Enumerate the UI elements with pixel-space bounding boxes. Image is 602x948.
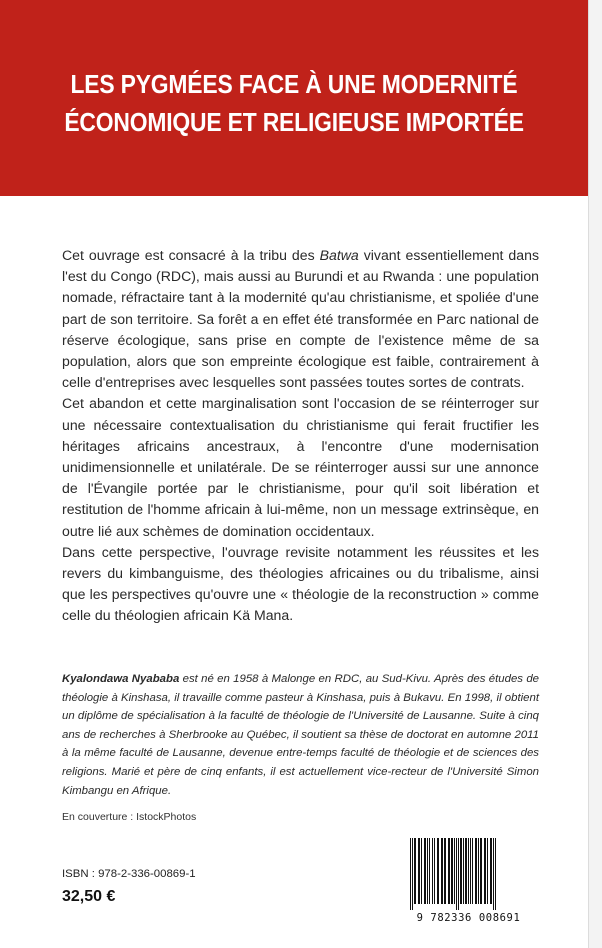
barcode-digits: 9 782336 008691 bbox=[416, 912, 521, 924]
barcode-bar bbox=[418, 838, 420, 904]
barcode-bar bbox=[495, 838, 496, 910]
barcode-bar bbox=[441, 838, 443, 904]
title-band bbox=[0, 0, 588, 196]
barcode-bar bbox=[437, 838, 439, 904]
barcode-bars bbox=[400, 838, 537, 910]
cover-title-line-2: ÉCONOMIQUE ET RELIGIEUSE IMPORTÉE bbox=[64, 107, 524, 137]
cover-title-line-1: LES PYGMÉES FACE À UNE MODERNITÉ bbox=[70, 69, 518, 99]
barcode-bar bbox=[458, 838, 459, 910]
barcode-bar bbox=[424, 838, 426, 904]
price: 32,50 € bbox=[62, 888, 116, 905]
barcode-bar bbox=[414, 838, 416, 904]
barcode-bar bbox=[456, 838, 457, 910]
barcode-bar bbox=[454, 838, 455, 904]
barcode-bar bbox=[451, 838, 453, 904]
summary-text bbox=[62, 245, 539, 627]
barcode-bar bbox=[493, 838, 494, 910]
barcode bbox=[400, 838, 537, 924]
barcode-bar bbox=[444, 838, 446, 904]
barcode-bar bbox=[470, 838, 471, 904]
barcode-bar bbox=[468, 838, 469, 904]
barcode-bar bbox=[412, 838, 413, 910]
barcode-bar bbox=[484, 838, 486, 904]
barcode-bar bbox=[475, 838, 477, 904]
barcode-bar bbox=[463, 838, 464, 904]
page-edge bbox=[588, 0, 602, 948]
summary-paragraph-2: Cet abandon et cette marginalisation sont l'occasion de se réinterroger sur une nécessaire contextualisation du christianisme qui ferait fructifier les héritages africains ancestraux, à l'encontre d'une modernisation unidimensionnelle et unilatérale. De se réinterroger aussi sur une annonce de l'Évangile portée par le christianisme, pour qu'il soit libération et restitution de l'homme africain à lui-même, non un message extrinsèque, en outre lié aux schèmes de domination occidentaux. bbox=[62, 395, 539, 539]
barcode-bar bbox=[478, 838, 479, 904]
barcode-bar bbox=[432, 838, 433, 904]
barcode-bar bbox=[487, 838, 488, 904]
barcode-bar bbox=[421, 838, 422, 904]
barcode-bar bbox=[448, 838, 450, 904]
barcode-bar bbox=[460, 838, 462, 904]
barcode-bar bbox=[434, 838, 435, 904]
author-bio bbox=[62, 670, 539, 800]
author-name: Kyalondawa Nyababa bbox=[62, 673, 180, 685]
cover-credit: En couverture : IstockPhotos bbox=[62, 811, 197, 823]
barcode-bar bbox=[465, 838, 467, 904]
isbn: ISBN : 978-2-336-00869-1 bbox=[62, 868, 196, 880]
summary-paragraph-3: Dans cette perspective, l'ouvrage revisite notamment les réussites et les revers du kimbanguisme, des théologies africaines ou du tribalisme, ainsi que les perspectives qu'ouvre une « théologie de la reconstruction » comme celle du théologien africain Kä Mana. bbox=[62, 543, 539, 624]
barcode-bar bbox=[410, 838, 411, 910]
barcode-bar bbox=[490, 838, 492, 904]
author-bio-text: est né en 1958 à Malonge en RDC, au Sud-Kivu. Après des études de théologie à Kinshasa, il travaille comme pasteur à Kinshasa, puis à Bukavu. En 1998, il obtient un diplôme de spécialisation à la faculté de théologie de l'Université de Lausanne. Suite à cinq ans de recherches à Sherbrooke au Québec, il soutient sa thèse de doctorat en automne 2011 à la même faculté de Lausanne, devenue entre-temps faculté de théologie et de sciences des religions. Marié et père de cinq enfants, il est actuellement vice-recteur de l'Université Simon Kimbangu en Afrique. bbox=[62, 673, 539, 797]
barcode-bar bbox=[429, 838, 430, 904]
barcode-bar bbox=[427, 838, 428, 904]
barcode-bar bbox=[472, 838, 473, 904]
barcode-bar bbox=[480, 838, 482, 904]
summary-paragraph-1: Cet ouvrage est consacré à la tribu des Batwa vivant essentiellement dans l'est du Congo (RDC), mais aussi au Burundi et au Rwanda : une population nomade, réfractaire tant à la modernité qu'au christianisme, et spoliée d'une part de son territoire. Sa forêt a en effet été transformée en Parc national de réserve écologique, sans prise en compte de l'existence même de sa population, alors que son empreinte écologique est faible, contrairement à celle d'entreprises avec lesquelles sont passées toutes sortes de contrats. bbox=[62, 247, 539, 391]
tribe-name: Batwa bbox=[319, 247, 359, 263]
